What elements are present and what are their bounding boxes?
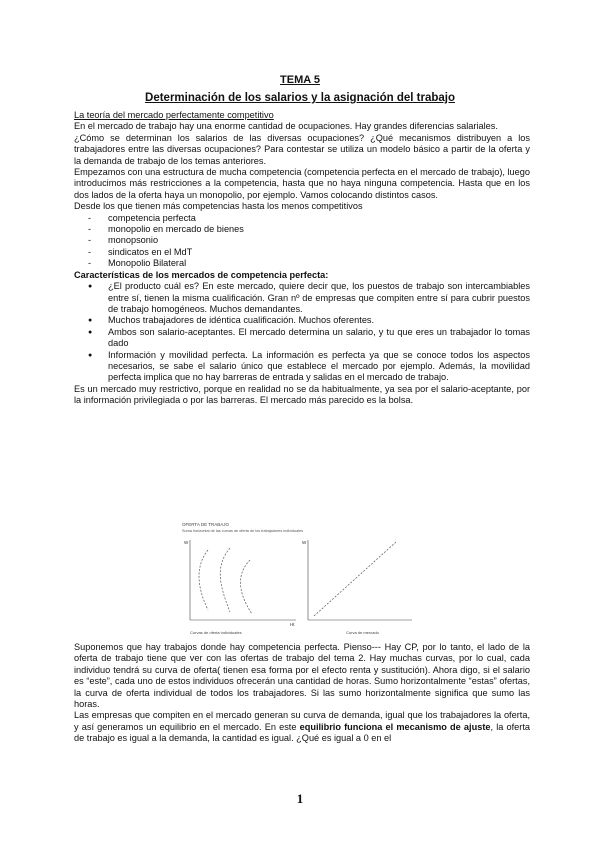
dash-list [74,213,530,270]
figure-subheader: Suma horizontal de las curvas de oferta de los trabajadores individuales [182,529,304,533]
list-item: - monopolio en mercado de bienes [74,224,530,235]
supply-curve [199,550,208,610]
paragraph: Empezamos con una estructura de mucha competencia (competencia perfecta en el mercado de trabajo), luego introducimos más restricciones a la competencia, hasta que no haya ninguna competencia. Hasta que en los dos lados de la oferta haya un monopolio, por ejemplo. Vamos colocando distintos casos. [74,167,530,200]
paragraph-text: Las empresas que compiten en el mercado generan su curva de demanda, igual que los trabajadores la oferta, y así generamos un equilibrio en el mercado. En este [74,710,530,732]
labor-supply-figure [178,520,418,640]
figure-header: OFERTA DE TRABAJO [182,522,230,527]
page-number: 1 [296,791,304,806]
paragraph: ¿Cómo se determinan los salarios de las diversas ocupaciones? ¿Qué mecanismos distribuyen a los trabajadores entre las diversas ocupaciones? Para contestar se utiliza un modelo básico a partir de la oferta y la demanda de trabajo de los temas anteriores. [74,132,530,166]
supply-curve [241,560,253,614]
paragraph: Es un mercado muy restrictivo, porque en realidad no se da habitualmente, ya sea por el salario-aceptante, por la información privilegiada o por las barreras. El mercado más parecido es la bolsa. [74,383,530,406]
bullet-list [74,281,530,384]
body-block-2 [74,642,530,745]
paragraph: En el mercado de trabajo hay una enorme cantidad de ocupaciones. Hay grandes diferencias salariales. [74,121,498,132]
right-caption: Curva de mercado [346,630,379,635]
list-item: ● Muchos trabajadores de idéntica cualificación. Muchos oferentes. [74,315,530,326]
list-item: - monopsonio [74,235,530,246]
section-heading: La teoría del mercado perfectamente competitivo [74,110,274,120]
body-block-1 [74,110,530,407]
market-supply-curve [314,542,396,616]
list-item: ● Información y movilidad perfecta. La información es perfecta ya que se conoce todos los aspectos necesarios, se sabe el salario único que establece el mercado por ejemplo. Además, la movilidad perfecta implica que no hay barreras de entrada y salidas en el mercado de trabajo. [74,350,530,384]
supply-curve [220,548,230,612]
paragraph: Suponemos que hay trabajos donde hay competencia perfecta. Pienso--- Hay CP, por lo tanto, el lado de la oferta de trabajo tiene que ver con las ofertas de trabajo del tema 2. Hay muchas curvas, por lo cual, cada individuo tendrá su curva de oferta( tienen esa forma por el efecto renta y sustitución). Ahora digo, si el salario es “este”, cada uno de estos individuos ofrecerán una cantidad de horas. Sumo horizontalmente “estas” ofertas, la curva de oferta individual de todos los trabajadores. Si las sumo horizontalmente significa que sumo las horas. [74,642,530,710]
list-item: - Monopolio Bilateral [74,258,530,269]
list-item: - sindicatos en el MdT [74,247,530,258]
paragraph: Desde los que tienen más competencias hasta los menos competitivos [74,201,363,212]
right-axis-w: W [302,540,307,545]
list-item: ● Ambos son salario-aceptantes. El mercado determina un salario, y tu que eres un trabajador lo tomas dado [74,327,530,350]
left-caption: Curvas de oferta individuales [190,630,242,635]
left-axis-h: Ht [290,622,295,627]
list-item: ● ¿El producto cuál es? En este mercado, quiere decir que, los puestos de trabajo son intercambiables entre sí, tienen la misma cualificación. Gran nº de empresas que compiten entre sí para cubrir puestos de trabajo homogéneos. Muchos demandantes. [74,281,530,315]
paragraph-text: , la oferta de trabajo es igual a la demanda, la cantidad es igual. ¿Qué es igual a 0 en el [74,721,530,744]
paragraph [74,710,530,744]
document-subtitle: Determinación de los salarios y la asignación del trabajo [145,92,455,104]
left-axis-w: W [184,540,189,545]
document-title: TEMA 5 [280,74,320,86]
bold-phrase: equilibrio funciona el mecanismo de ajuste [299,721,491,732]
section-heading: Características de los mercados de competencia perfecta: [74,269,329,280]
list-item: - competencia perfecta [74,213,530,224]
